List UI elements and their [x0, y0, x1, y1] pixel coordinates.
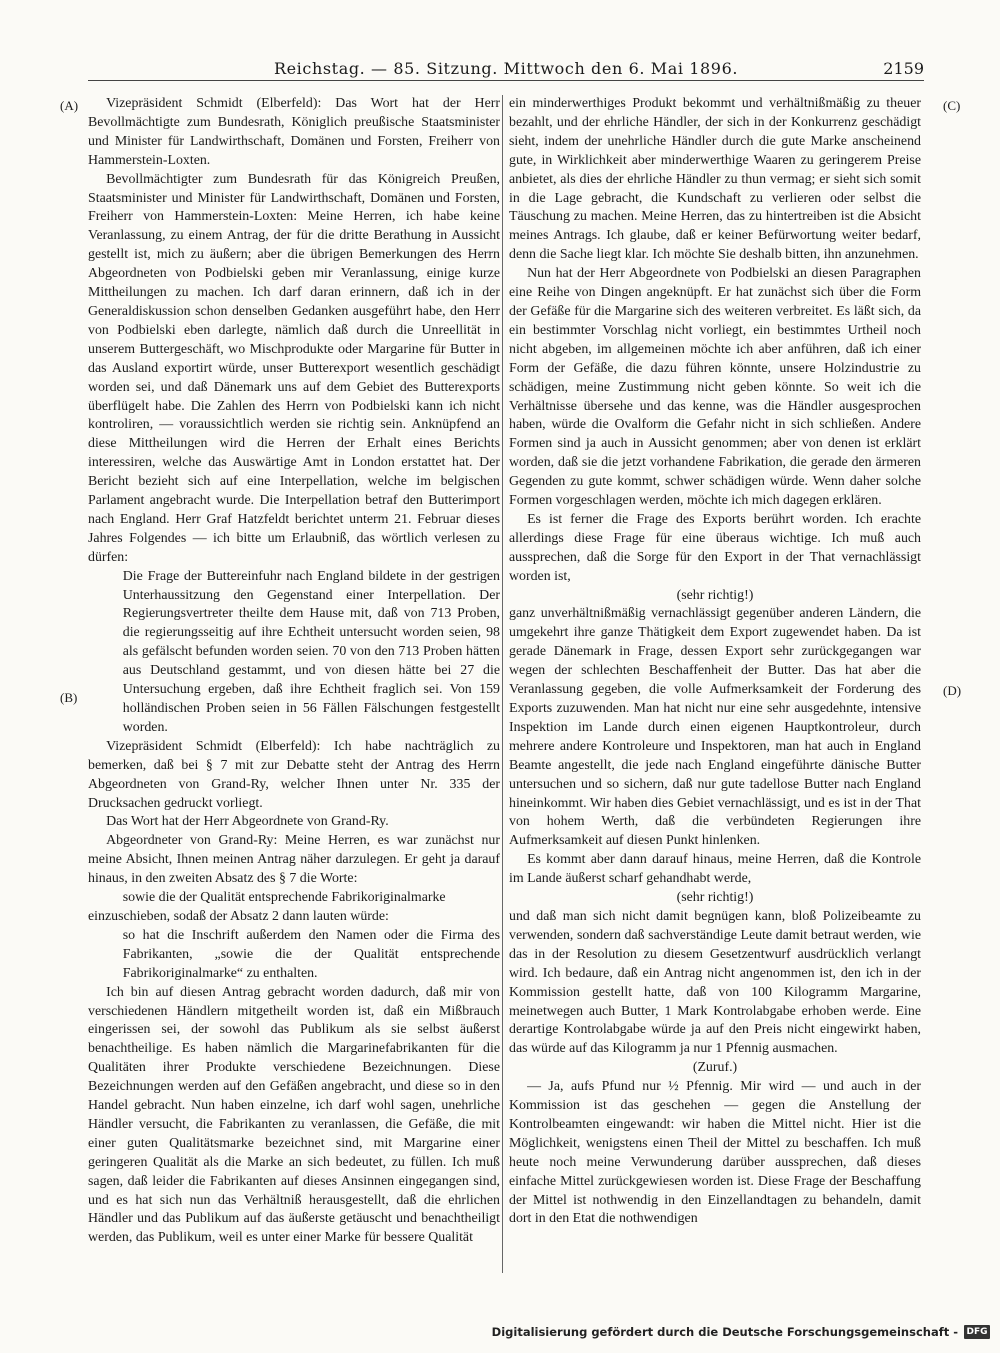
paragraph: ganz unverhältnißmäßig vernachlässigt gegenüber anderen Ländern, die umgekehrt ihre ganze Thätigkeit dem Export zugewendet haben. Da ist gerade Dänemark in Frage, dessen Export sehr zurückgegangen war wegen der schlechten Beschaffenheit der Butter. Das hat aber die Veranlassung gegeben, die volle Aufmerksamkeit der Forderung des Exports zuzuwenden. Man hat nicht nur eine sehr ausgedehnte, intensive Inspektion im Lande durch einen eigenen Hauptkontroleur, durch mehrere andere Kontroleure und Inspektoren, man hat auch in England Beamte angestellt, die jede nach England eingeführte dänische Butter untersuchen und so sichern, daß nur gute tadellose Butter nach England hineinkommt. Wir haben dies Gebiet vernachlässigt, und es ist in der That von hohem Werth, daß die verbündeten Regierungen ihre Aufmerksamkeit auf diesen Punkt hinlenken.: [509, 606, 921, 849]
paragraph: Ich bin auf diesen Antrag gebracht worden dadurch, daß mir von verschiedenen Händlern mitgetheilt worden ist, daß ein Mißbrauch eingerissen sei, der sowohl das Publikum als sie selbst äußerst benachtheilige. Es haben nämlich die Margarinefabrikanten für die Qualitäten ihrer Produkte verschiedene Bezeichnungen. Diese Bezeichnungen werden auf den Gefäßen angebracht, und diese so in den Handel gebracht. Nun haben einzelne, ich darf wohl sagen, unehrliche Händler versucht, die Fabrikanten zu veranlassen, die Gefäße, die mit einer guten Qualitätsmarke bezeichnet sind, mit Margarine einer geringeren Qualität als die Marke an sich bedeutet, zu füllen. Ich muß sagen, daß leider die Fabrikanten auf dieses Ansinnen eingegangen sind, und es hat sich nun das Verhältniß herausgestellt, daß die ehrlichen Händler und das Publikum auf das äußerste getäuscht und benachtheiligt werden, das Publikum, weil es unter einer Marke für bessere Qualität: [88, 984, 500, 1246]
page-number: 2159: [883, 59, 924, 78]
header-rule: [88, 80, 924, 81]
paragraph: Das Wort hat der Herr Abgeordnete von Grand-Ry.: [106, 814, 389, 830]
paragraph: Vizepräsident Schmidt (Elberfeld): Ich habe nachträglich zu bemerken, daß bei § 7 mit zur Debatte steht der Antrag des Herrn Abgeordneten von Grand-Ry, welcher Ihnen unter Nr. 335 der Drucksachen gedruckt vorliegt.: [88, 738, 500, 811]
block-quote: so hat die Inschrift außerdem den Namen oder die Firma des Fabrikanten, „sowie die der Qualität entsprechende Fabrikoriginalmarke“ zu enthalten.: [122, 927, 500, 981]
paragraph: Nun hat der Herr Abgeordnete von Podbielski an diesen Paragraphen eine Reihe von Dingen angeknüpft. Er hat zunächst sich über die Form der Gefäße für die Margarine sich des weiteren verbreitet. Es läßt sich, da ein bestimmter Vorschlag nicht vorliegt, ein bestimmtes Urtheil noch nicht abgeben, im allgemeinen möchte ich aber anführen, daß ich einer Form der Gefäße, die dazu führen könnte, unsere Holzindustrie zu schädigen, meine Zustimmung nicht geben könnte. So weit ich die Verhältnisse übersehe und das kenne, was die Händler ausgesprochen haben, würde die Ovalform die Gefahr nicht in sich schließen. Andere Formen sind ja auch in Aussicht genommen; aber von denen ist erklärt worden, daß sie die jetzt vorhandene Fabrikation, die gerade den ärmeren Gegenden zu gute kommt, schwer schädigen würde. Wenn daher solche Formen vorgeschlagen werden, möchte ich mich dagegen erklären.: [509, 266, 921, 509]
page-header: [88, 58, 924, 82]
paragraph: einzuschieben, sodaß der Absatz 2 dann lauten würde:: [88, 908, 389, 924]
paragraph: Es kommt aber dann darauf hinaus, meine Herren, daß die Kontrole im Lande äußerst scharf gehandhabt werde,: [509, 852, 921, 887]
running-title: Reichstag. — 85. Sitzung. Mittwoch den 6. Mai 1896.: [273, 59, 739, 78]
footer: [492, 1322, 990, 1342]
margin-marker-d: (D): [943, 683, 962, 698]
left-column: [88, 95, 500, 1248]
paragraph: Es ist ferner die Frage des Exports berührt worden. Ich erachte allerdings diese Frage für eine überaus wichtige. Ich muß auch aussprechen, daß die Sorge für den Export in der That vernachlässigt worden ist,: [509, 511, 921, 584]
footer-credit: Digitalisierung gefördert durch die Deutsche Forschungsgemeinschaft -: [491, 1325, 958, 1339]
paragraph: — Ja, aufs Pfund nur ½ Pfennig. Mir wird — und auch in der Kommission ist das geschehen — gegen die Anstellung der Kontrolbeamten eingewandt: wir haben die Mittel nicht. Hier ist die Möglichkeit, wenigstens einen Theil der Mittel zu beschaffen. Ich muß heute noch meine Verwunderung darüber aussprechen, daß dieses einfache Mittel zurückgewiesen worden ist. Diese Frage der Beschaffung der Mittel ist nothwendig in den Einzellandtagen zu behandeln, damit dort in den Etat die nothwendigen: [509, 1079, 921, 1227]
interjection: (sehr richtig!): [676, 587, 754, 603]
paragraph: Vizepräsident Schmidt (Elberfeld): Das Wort hat der Herr Bevollmächtigte zum Bundesrath, Königlich preußische Staatsminister und Minister für Landwirthschaft, Domänen und Forsten, Freiherr von Hammerstein-Loxten.: [88, 96, 500, 168]
block-quote: sowie die der Qualität entsprechende Fabrikoriginalmarke: [122, 890, 446, 906]
paragraph: und daß man sich nicht damit begnügen kann, bloß Polizeibeamte zu verwenden, sondern daß sachverständige Leute damit betraut werden, wie das in der Resolution zu diesem Gesetzentwurf ausdrücklich verlangt wird. Ich bedaure, daß ein Antrag nicht angenommen ist, den ich in der Kommission gestellt hatte, daß von 100 Kilogramm Margarine, meinetwegen auch Butter, 1 Mark Kontrolabgabe erhoben werde. Eine derartige Kontrolabgabe würde ja auf den Preis nicht eingewirkt haben, das würde auf das Kilogramm ja nur 1 Pfennig ausmachen.: [509, 908, 921, 1057]
interjection: (sehr richtig!): [676, 890, 754, 906]
margin-marker-c: (C): [943, 98, 961, 113]
margin-marker-a: (A): [60, 98, 79, 113]
interjection: (Zuruf.): [692, 1060, 738, 1076]
dfg-logo-icon: DFG: [964, 1325, 990, 1339]
paragraph: Bevollmächtigter zum Bundesrath für das Königreich Preußen, Staatsminister und Minister für Landwirthschaft, Domänen und Forsten, Freiherr von Hammerstein-Loxten: Meine Herren, ich habe keine Veranlassung, zu einem Antrag, der für die dritte Berathung in Aussicht gestellt ist, mich zu äußern; aber die übrigen Bemerkungen des Herrn Abgeordneten von Podbielski geben mir Veranlassung, einige kurze Mittheilungen zu machen. Ich darf daran erinnern, daß ich in der Generaldiskussion schon denselben Gedanken ausgeführt habe, den Herr von Podbielski eben darlegte, nämlich daß durch die Unreellität in unserem Buttergeschäft, wo Mischprodukte oder Margarine für Butter in das Ausland exportirt würde, unser Butterexport wesentlich geschädigt worden sei, und daß Dänemark uns auf dem Gebiet des Butterexports überflügelt habe. Die Zahlen des Herrn von Podbielski kann ich nicht kontroliren, — voraussichtlich werden sie richtig sein. Anknüpfend an diese Mittheilungen wird die Herren der Erhalt eines Berichts interessiren, welche das Auswärtige Amt in London erstattet hat. Der Bericht bezieht sich auf eine Interpellation, welche im belgischen Parlament angebracht wurde. Die Interpellation betraf den Butterimport nach England. Herr Graf Hatzfeldt berichtet unterm 21. Februar dieses Jahres Folgendes — ich bitte um Erlaubniß, das wörtlich verlesen zu dürfen:: [88, 171, 500, 565]
paragraph: Abgeordneter von Grand-Ry: Meine Herren, es war zunächst nur meine Absicht, Ihnen meinen Antrag näher darzulegen. Er geht ja darauf hinaus, in den zweiten Absatz des § 7 die Worte:: [88, 833, 500, 887]
paragraph: ein minderwerthiges Produkt bekommt und verhältnißmäßig zu theuer bezahlt, und der ehrliche Händler, der sich in der Konkurrenz geschädigt sieht, indem der unehrliche Händler durch die gute Marke anscheinend gute, in Wirklichkeit aber minderwerthige Waaren zu geringerem Preise anbietet, als dies der ehrliche Händler zu thun vermag; er sieht sich somit in die Lage gebracht, die Kundschaft zu verlieren oder selbst die Täuschung zu machen. Meine Herren, das zu hintertreiben ist die Absicht meines Antrags. Ich glaube, daß er keiner Befürwortung weiter bedarf, denn die Sache liegt klar. Ich möchte Sie deshalb bitten, ihn anzunehmen.: [509, 96, 921, 263]
margin-marker-b: (B): [60, 690, 78, 705]
column-separator: [502, 95, 503, 1273]
right-column: [509, 95, 921, 1229]
block-quote: Die Frage der Buttereinfuhr nach England bildete in der gestrigen Unterhaussitzung den Gegenstand einer Interpellation. Der Regierungsvertreter theilte dem Hause mit, daß von 713 Proben, die regierungsseitig auf ihre Echtheit untersucht worden seien, 98 als gefälscht befunden worden seien. 70 von den 713 Proben hätten aus Deutschland gestammt, und von diesen hätte bei 27 die Untersuchung ergeben, daß ihre Echtheit fraglich sei. Von 159 holländischen Proben seien in 56 Fällen Fälschungen festgestellt worden.: [122, 568, 500, 735]
